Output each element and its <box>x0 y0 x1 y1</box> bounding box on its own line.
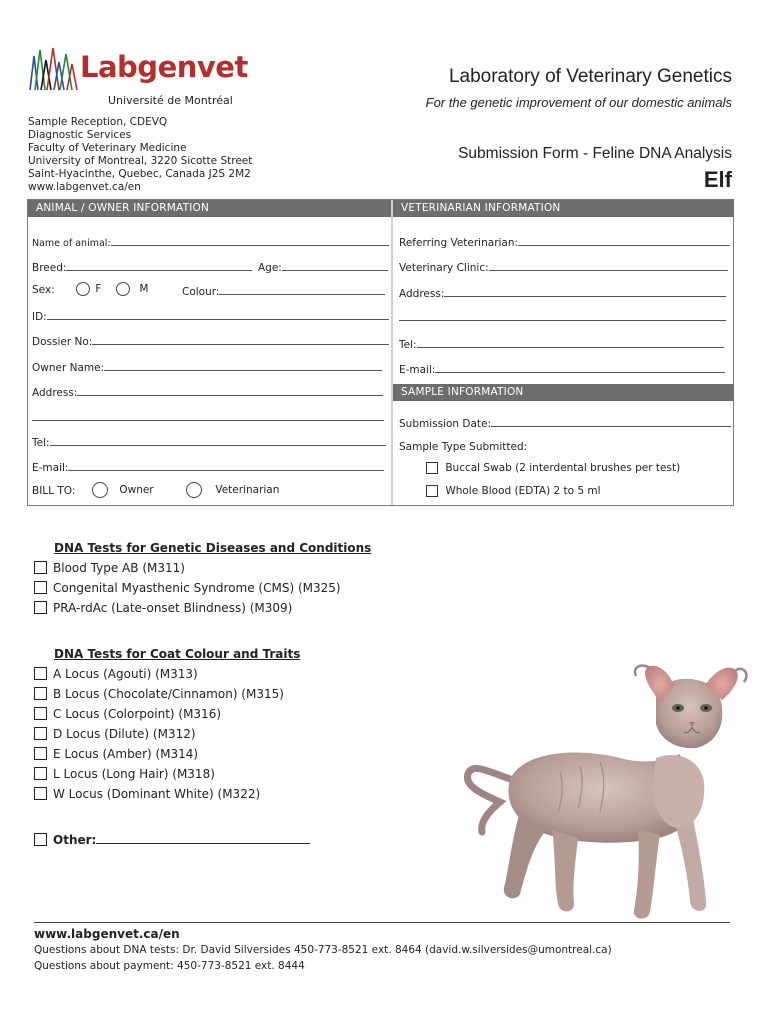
test-option[interactable] <box>34 601 292 615</box>
animal-name-field[interactable] <box>32 235 389 249</box>
test-option[interactable] <box>34 727 196 741</box>
form-title: Submission Form - Feline DNA Analysis <box>458 145 732 162</box>
id-field[interactable] <box>32 309 389 323</box>
test-checkbox[interactable] <box>34 667 47 680</box>
test-option[interactable] <box>34 747 198 761</box>
sex-f-option[interactable] <box>76 282 101 296</box>
test-label: C Locus (Colorpoint) (M316) <box>53 707 222 721</box>
whole-blood-label: Whole Blood (EDTA) 2 to 5 ml <box>445 485 601 497</box>
age-label: Age: <box>258 262 282 274</box>
footer-divider <box>34 922 730 923</box>
id-label: ID: <box>32 311 47 323</box>
test-option[interactable] <box>34 667 198 681</box>
referring-vet-field[interactable] <box>399 235 730 249</box>
logo-subtitle: Université de Montréal <box>108 94 233 107</box>
vet-email-label: E-mail: <box>399 364 436 376</box>
dna-questions-contact: Questions about DNA tests: Dr. David Silversides 450-773-8521 ext. 8464 (david.w.silversides@umontreal.ca) <box>34 944 612 956</box>
id-line[interactable] <box>47 309 389 320</box>
test-label: E Locus (Amber) (M314) <box>53 747 199 761</box>
vet-email-field[interactable] <box>399 362 725 376</box>
test-option[interactable] <box>34 787 260 801</box>
coat-tests-title: DNA Tests for Coat Colour and Traits <box>54 647 301 661</box>
submission-date-field[interactable] <box>399 416 731 430</box>
test-label: L Locus (Long Hair) (M318) <box>53 767 215 781</box>
submission-date-label: Submission Date: <box>399 418 492 430</box>
test-label: D Locus (Dilute) (M312) <box>53 727 196 741</box>
vet-address-line-2[interactable] <box>399 310 726 324</box>
logo-wordmark: Labgenvet <box>80 50 248 84</box>
dossier-label: Dossier No: <box>32 336 93 348</box>
owner-name-label: Owner Name: <box>32 362 105 374</box>
test-option[interactable] <box>34 561 185 575</box>
vet-address-line-2-rule[interactable] <box>399 310 726 321</box>
age-line[interactable] <box>282 260 388 271</box>
other-line[interactable] <box>96 832 310 844</box>
owner-email-line[interactable] <box>68 460 384 471</box>
other-option[interactable] <box>34 832 310 847</box>
clinic-field[interactable] <box>399 260 728 274</box>
test-checkbox[interactable] <box>34 581 47 594</box>
test-label: PRA-rdAc (Late-onset Blindness) (M309) <box>53 601 293 615</box>
test-label: Blood Type AB (M311) <box>53 561 185 575</box>
owner-address-label: Address: <box>32 387 78 399</box>
info-form <box>27 199 734 506</box>
owner-tel-label: Tel: <box>32 437 50 449</box>
colour-field[interactable] <box>182 284 385 298</box>
referring-vet-label: Referring Veterinarian: <box>399 237 519 249</box>
footer-website-link[interactable]: www.labgenvet.ca/en <box>34 927 180 941</box>
test-option[interactable] <box>34 687 284 701</box>
lab-title: Laboratory of Veterinary Genetics <box>448 66 732 87</box>
test-option[interactable] <box>34 707 221 721</box>
sex-f-label: F <box>95 283 102 295</box>
owner-address-line-2-rule[interactable] <box>32 410 384 421</box>
sex-f-radio[interactable] <box>76 282 90 296</box>
colour-line[interactable] <box>219 284 385 295</box>
owner-email-field[interactable] <box>32 460 384 474</box>
bill-vet-label: Veterinarian <box>215 484 280 496</box>
sex-m-radio[interactable] <box>116 282 130 296</box>
test-checkbox[interactable] <box>34 707 47 720</box>
breed-line[interactable] <box>66 260 252 271</box>
dossier-field[interactable] <box>32 334 389 348</box>
bill-owner-radio[interactable] <box>92 482 108 498</box>
animal-name-line[interactable] <box>111 235 389 246</box>
dna-peaks-icon <box>28 46 80 92</box>
owner-name-line[interactable] <box>104 360 382 371</box>
veterinarian-header: VETERINARIAN INFORMATION <box>393 200 734 217</box>
test-checkbox[interactable] <box>34 787 47 800</box>
owner-tel-field[interactable] <box>32 435 386 449</box>
test-checkbox[interactable] <box>34 561 47 574</box>
age-field[interactable] <box>258 260 388 274</box>
other-label: Other: <box>53 833 97 847</box>
vet-address-line[interactable] <box>444 286 726 297</box>
vet-address-field[interactable] <box>399 286 726 300</box>
buccal-swab-label: Buccal Swab (2 interdental brushes per test) <box>445 462 681 474</box>
owner-tel-line[interactable] <box>50 435 386 446</box>
animal-owner-header: ANIMAL / OWNER INFORMATION <box>28 200 391 217</box>
elf-cat-image <box>460 662 750 924</box>
test-label: Congenital Myasthenic Syndrome (CMS) (M325) <box>53 581 341 595</box>
sex-m-option[interactable] <box>116 282 148 296</box>
sample-info-header: SAMPLE INFORMATION <box>393 384 734 401</box>
clinic-label: Veterinary Clinic: <box>399 262 489 274</box>
bill-owner-option[interactable] <box>92 482 154 498</box>
buccal-swab-checkbox[interactable] <box>426 462 438 474</box>
breed-title: Elf <box>703 167 732 192</box>
owner-name-field[interactable] <box>32 360 382 374</box>
lab-address <box>28 116 252 194</box>
bill-owner-label: Owner <box>119 484 154 496</box>
sample-type-label: Sample Type Submitted: <box>399 441 528 453</box>
clinic-line[interactable] <box>489 260 728 271</box>
column-divider <box>391 200 393 505</box>
bill-to-label: BILL TO: <box>32 485 76 497</box>
address-line: Sample Reception, CDEVQ <box>28 116 168 128</box>
payment-questions-contact: Questions about payment: 450-773-8521 ext. 8444 <box>34 960 305 972</box>
vet-tel-line[interactable] <box>417 337 724 348</box>
submission-date-line[interactable] <box>491 416 731 427</box>
address-line: Saint-Hyacinthe, Quebec, Canada J2S 2M2 <box>28 168 251 180</box>
vet-email-line[interactable] <box>435 362 725 373</box>
referring-vet-line[interactable] <box>518 235 730 246</box>
whole-blood-option[interactable] <box>426 485 601 497</box>
breed-label: Breed: <box>32 262 67 274</box>
dossier-line[interactable] <box>92 334 389 345</box>
bill-vet-radio[interactable] <box>186 482 202 498</box>
test-label: B Locus (Chocolate/Cinnamon) (M315) <box>53 687 284 701</box>
buccal-swab-option[interactable] <box>426 462 680 474</box>
lab-subtitle: For the genetic improvement of our domestic animals <box>425 95 732 110</box>
test-option[interactable] <box>34 581 341 595</box>
address-line: Faculty of Veterinary Medicine <box>28 142 187 154</box>
test-checkbox[interactable] <box>34 767 47 780</box>
bill-vet-option[interactable] <box>186 482 279 498</box>
sex-label: Sex: <box>32 284 55 296</box>
address-line: Diagnostic Services <box>28 129 132 141</box>
sex-m-label: M <box>139 283 149 295</box>
disease-tests-title: DNA Tests for Genetic Diseases and Conditions <box>54 541 372 555</box>
address-line: www.labgenvet.ca/en <box>28 181 141 193</box>
labgenvet-logo <box>28 44 268 114</box>
test-checkbox[interactable] <box>34 687 47 700</box>
vet-tel-field[interactable] <box>399 337 724 351</box>
test-label: A Locus (Agouti) (M313) <box>53 667 198 681</box>
colour-label: Colour: <box>182 286 220 298</box>
other-checkbox[interactable] <box>34 833 47 846</box>
whole-blood-checkbox[interactable] <box>426 485 438 497</box>
owner-address-line[interactable] <box>77 385 383 396</box>
vet-address-label: Address: <box>399 288 445 300</box>
test-option[interactable] <box>34 767 215 781</box>
breed-field[interactable] <box>32 260 252 274</box>
test-checkbox[interactable] <box>34 601 47 614</box>
test-checkbox[interactable] <box>34 727 47 740</box>
owner-address-field[interactable] <box>32 385 383 399</box>
owner-email-label: E-mail: <box>32 462 69 474</box>
vet-tel-label: Tel: <box>399 339 417 351</box>
address-line: University of Montreal, 3220 Sicotte Street <box>28 155 253 167</box>
test-label: W Locus (Dominant White) (M322) <box>53 787 261 801</box>
test-checkbox[interactable] <box>34 747 47 760</box>
owner-address-line-2[interactable] <box>32 410 384 424</box>
animal-name-label: Name of animal: <box>32 238 111 249</box>
